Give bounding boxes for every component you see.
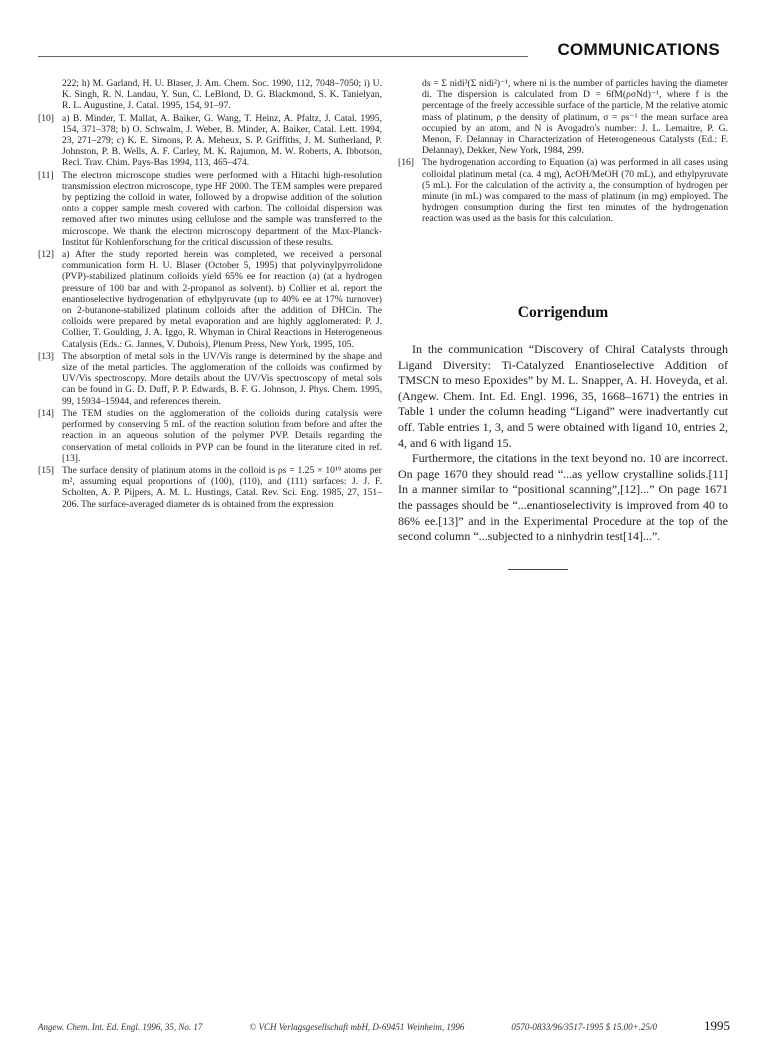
reference-text: a) B. Minder, T. Mallat, A. Baiker, G. Wang, T. Heinz, A. Pfaltz, J. Catal. 1995, 154, 371–378; b) O. Schwalm, J. Weber, B. Minder, A. Baiker, Catal. Lett. 1994, 23, 271–279; c) K. E. Simons, P. A. Meheux, S. P. Griffiths, J. M. Sutherland, P. Johnston, P. B. Wells, A. F. Carley, M. K. Rajumon, M. W. Roberts, A. Ibbotson, Recl. Trav. Chim. Pays-Bas 1994, 113, 465–474. — [62, 112, 382, 169]
corrigendum-section — [398, 304, 728, 545]
corrigendum-title: Corrigendum — [517, 304, 609, 321]
reference-item — [38, 170, 382, 248]
footer-journal: Angew. Chem. Int. Ed. Engl. 1996, 35, No. 17 — [38, 1022, 203, 1032]
reference-text: The absorption of metal sols in the UV/Vis range is determined by the shape and size of the metal particles. The agglomeration of the colloids was confirmed by UV/Vis spectroscopy. More details about the UV/Vis spectroscopy of metal sols can be found in G. D. Duff, P. P. Edwards, B. F. G. Johnson, J. Phys. Chem. 1995, 99, 15934–15944, and references therein. — [62, 350, 382, 407]
reference-number: [16] — [398, 157, 414, 169]
reference-item — [38, 78, 382, 112]
reference-text: The electron microscope studies were performed with a Hitachi high-resolution transmission electron microscope, type HF 2000. The TEM samples were prepared by peptizing the colloid in water, followed by a dropwise addition of the solution onto a copper sample mesh covered with carbon. The colloidal dispersion was removed after two minutes using cellulose and the sample was transferred to the microscope. We thank the electron microscopy department of the Max-Planck-Institut für Kohlenforschung for the critical discussion of these results. — [62, 169, 382, 248]
page-number: 1995 — [704, 1018, 730, 1033]
reference-text: a) After the study reported herein was completed, we received a personal communication form H. U. Blaser (October 5, 1995) that polyvinylpyrrolidone (PVP)-stabilized platinum colloids yield 65% ee for reaction (a) (at a hydrogen pressure of 100 bar and with 2-propanol as solvent). b) Collier et al. report the enantioselective hydrogenation of ethylpyruvate (up to 40% ee at 17% turnover) on 2-butanone-stabilized platinum colloids after the addition of DHCin. The colloids were prepared by metal evaporation and are highly agglomerated: P. J. Collier, T. Goulding, J. A. Iggo, R. Whyman in Chiral Reactions in Heterogeneous Catalysis (Eds.: G. Jannes, V. Dubois), Plenum Press, New York, 1995, 105. — [62, 249, 382, 350]
reference-number — [38, 78, 62, 112]
reference-item — [38, 351, 382, 407]
reference-number: [13] — [38, 350, 54, 362]
reference-text: 222; h) M. Garland, H. U. Blaser, J. Am. Chem. Soc. 1990, 112, 7048–7050; i) U. K. Singh, R. N. Landau, Y. Sun, C. LeBlond, D. G. Blackmond, S. K. Tanielyan, R. L. Augustine, J. Catal. 1995, 154, 91–97. — [62, 78, 382, 112]
references-left-column — [38, 78, 382, 511]
end-rule — [508, 569, 568, 570]
footer-publisher: © VCH Verlagsgesellschaft mbH, D-69451 Weinheim, 1996 — [249, 1022, 465, 1032]
reference-number: [14] — [38, 407, 54, 419]
reference-number: [15] — [38, 464, 54, 476]
reference-number: [10] — [38, 112, 54, 124]
section-title: COMMUNICATIONS — [557, 40, 720, 59]
reference-text: The hydrogenation according to Equation (a) was performed in all cases using colloidal platinum metal (ca. 4 mg), AcOH/MeOH (70 mL), and ethylpyruvate (5 mL). For the calculation of the activity a, the consumption of hydrogen per minute (in mL) was compared to the mass of platinum (in mg) employed. The hydrogen consumption during the first ten minutes of the hydrogenation reaction was used as the basis for this calculation. — [422, 157, 728, 225]
reference-text: The TEM studies on the agglomeration of the colloids during catalysis were performed by conserving 5 mL of the reaction solution from before and after the reaction in an aqueous solution of the polymer PVP. Details regarding the conservation of metal colloids in PVP can be found in the literature cited in ref. [13]. — [62, 407, 382, 464]
reference-text: ds = Σ nidi³(Σ nidi²)⁻¹, where ni is the number of particles having the diameter di. The dispersion is calculated from D = 6fM(ρσNd)⁻¹, where f is the percentage of the freely accessible surface of the particle, M the relative atomic mass of platinum, ρ the density of platinum, σ = ρs⁻¹ the mean surface area occupied by an atom, and N is Avogadro's number: J. L. Lemaitre, P. G. Menon, F. Delannay in Characterization of Heterogeneous Catalysts (Ed.: F. Delannay), Dekker, New York, 1984, 299. — [422, 78, 728, 157]
reference-item — [38, 465, 382, 510]
reference-number: [12] — [38, 249, 54, 261]
reference-text: The surface density of platinum atoms in the colloid is ρs = 1.25 × 10¹⁹ atoms per m², assuming equal proportions of (100), (110), and (111) surfaces: J. J. F. Scholten, A. P. Pijpers, A. M. L. Hustings, Catal. Rev. Sci. Eng. 1985, 27, 151–206. The surface-averaged diameter ds is obtained from the expression — [62, 464, 382, 510]
footer-code: 0570-0833/96/3517-1995 $ 15.00+.25/0 — [511, 1022, 657, 1032]
reference-item — [38, 408, 382, 464]
reference-item — [38, 249, 382, 350]
corrigendum-paragraph-1: In the communication “Discovery of Chiral Catalysts through Ligand Diversity: Ti-Catalyzed Enantioselective Addition of TMSCN to meso Epoxides” by M. L. Snapper, A. H. Hoveyda, et al. (Angew. Chem. Int. Ed. Engl. 1996, 35, 1668–1671) the entries in Table 1 under the column heading “Ligand” were inadvertantly cut off. Table entries 1, 3, and 5 were obtained with ligand 10, entries 2, 4, and 6 with ligand 15. — [398, 342, 728, 450]
reference-item — [38, 113, 382, 169]
header-rule — [38, 56, 528, 57]
reference-number: [11] — [38, 169, 54, 181]
references-right-column — [398, 78, 728, 226]
corrigendum-paragraph-2: Furthermore, the citations in the text beyond no. 10 are incorrect. On page 1670 they should read “...as yellow crystalline solids.[11] In a manner similar to “positional scanning”,[12]...” On page 1671 the passages should be “...enantioselectivity is improved from 40 to 86% ee.[13]” and in the Experimental Procedure at the top of the second column “...subjected to a ninhydrin test[14]...”. — [398, 451, 728, 544]
page-footer — [38, 1018, 730, 1034]
reference-item — [398, 78, 728, 156]
reference-number — [398, 78, 422, 156]
reference-item — [398, 157, 728, 224]
